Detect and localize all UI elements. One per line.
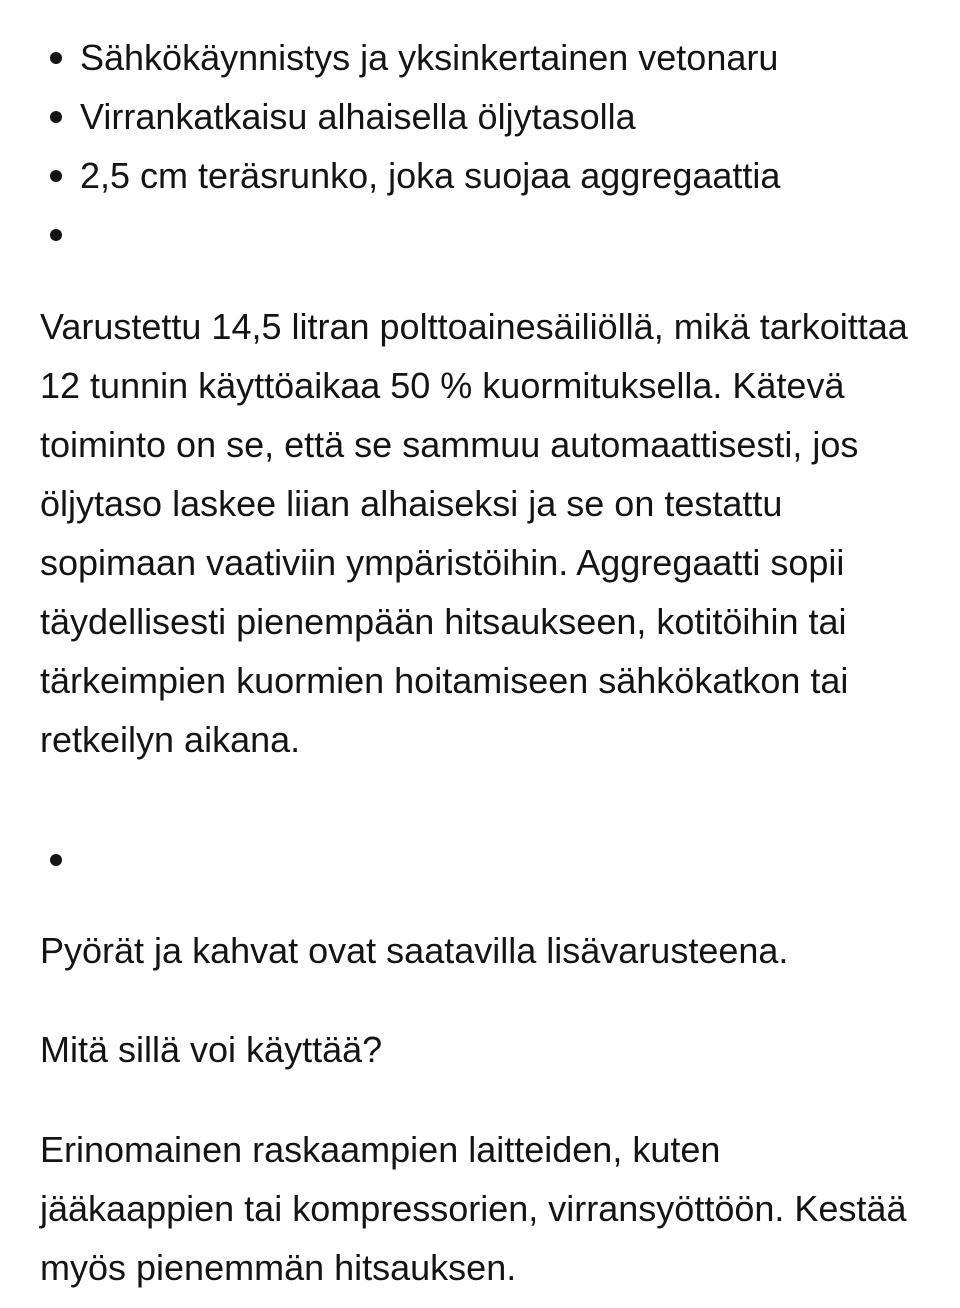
feature-list bbox=[0, 28, 960, 264]
bullet-icon bbox=[50, 170, 62, 182]
bullet-icon bbox=[50, 111, 62, 123]
accessories-paragraph: Pyörät ja kahvat ovat saatavilla lisävarusteena. bbox=[40, 930, 789, 971]
list-item bbox=[0, 830, 960, 889]
list-item bbox=[0, 146, 960, 205]
bullet-icon bbox=[50, 52, 62, 64]
usage-paragraph: Erinomainen raskaampien laitteiden, kuten jääkaappien tai kompressorien, virransyöttöön. Kestää myös pienemmän hitsauksen. bbox=[40, 1129, 907, 1288]
list-item-text: Virrankatkaisu alhaisella öljytasolla bbox=[80, 96, 636, 137]
usage-question: Mitä sillä voi käyttää? bbox=[40, 1029, 383, 1070]
empty-list bbox=[0, 830, 960, 889]
bullet-icon bbox=[50, 229, 62, 241]
description-paragraph: Varustettu 14,5 litran polttoainesäiliöllä, mikä tarkoittaa 12 tunnin käyttöaikaa 50 % kuormituksella. Kätevä toiminto on se, että se sammuu automaattisesti, jos öljytaso laskee liian alhaiseksi ja se on testattu sopimaan vaativiin ympäristöihin. Aggregaatti sopii täydellisesti pienempään hitsaukseen, kotitöihin tai tärkeimpien kuormien hoitamiseen sähkökatkon tai retkeilyn aikana. bbox=[40, 306, 908, 760]
list-item bbox=[0, 87, 960, 146]
list-item bbox=[0, 205, 960, 264]
list-item bbox=[0, 28, 960, 87]
bullet-icon bbox=[50, 854, 62, 866]
list-item-text: 2,5 cm teräsrunko, joka suojaa aggregaattia bbox=[80, 155, 781, 196]
list-item-text: Sähkökäynnistys ja yksinkertainen vetonaru bbox=[80, 37, 779, 78]
